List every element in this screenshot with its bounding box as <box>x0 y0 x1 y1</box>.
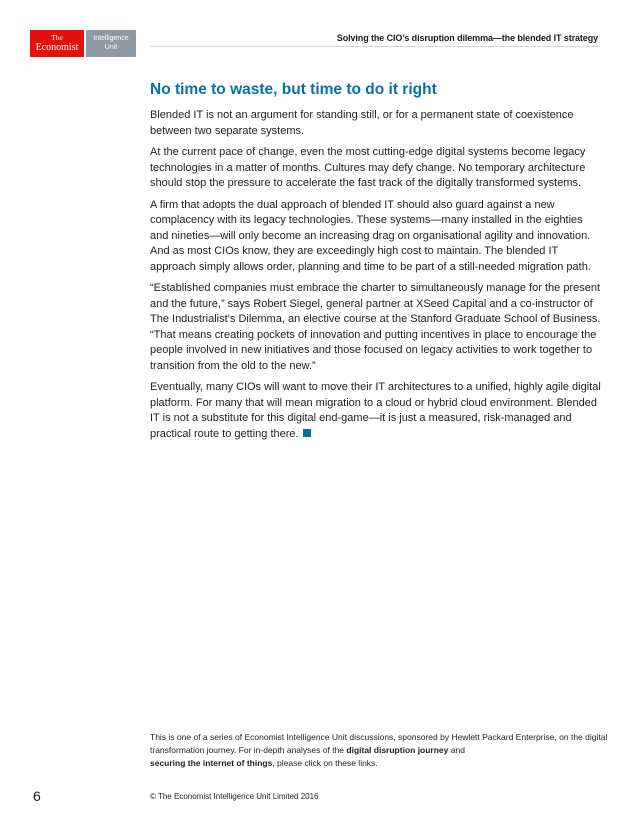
sponsor-note <box>150 731 610 770</box>
article-body <box>150 80 602 448</box>
eiu-logo-line2: Unit <box>104 44 118 51</box>
page-number: 6 <box>33 788 41 804</box>
economist-logo <box>30 30 84 57</box>
running-header-title: Solving the CIO’s disruption dilemma—the blended IT strategy <box>336 33 598 43</box>
paragraph-2: At the current pace of change, even the most cutting-edge digital systems become legacy technologies in a matter of months. Cultures may defy change. No temporary architecture should stop the pressure to accelerate the fast track of the digitally transformed systems. <box>150 146 586 189</box>
section-heading: No time to waste, but time to do it right <box>150 81 437 98</box>
copyright-notice: © The Economist Intelligence Unit Limited 2016 <box>150 792 319 801</box>
paragraph-5 <box>150 380 602 442</box>
eiu-logo-line1: Intelligence <box>93 35 129 42</box>
header-divider <box>150 46 600 47</box>
paragraph-5-text: Eventually, many CIOs will want to move their IT architectures to a unified, highly agile digital platform. For many that will mean migration to a cloud or hybrid cloud environment. Blended IT is not a substitute for this digital end-game—it is just a measured, risk-managed and practical route to getting there. <box>150 381 601 440</box>
sponsor-note-text-2: and <box>448 745 465 755</box>
paragraph-3: A firm that adopts the dual approach of blended IT should also guard against a new complacency with its legacy technologies. These systems—many installed in the eighties and nineties—will only become an increasing drag on organisational agility and innovation. And as most CIOs know, they are exceedingly high cost to maintain. The blended IT approach simply allows order, planning and time to be part of a still-needed migration path. <box>150 198 591 273</box>
paragraph-4: “Established companies must embrace the charter to simultaneously manage for the present and the future,” says Robert Siegel, general partner at XSeed Capital and a co-instructor of The Industrialist’s Dilemma, an elective course at the Stanford Graduate School of Business. “That means creating pockets of innovation and putting incentives in place to encourage the people involved in new initiatives and those focused on legacy activities to work together to transition from the old to the new.” <box>150 282 601 372</box>
end-mark-square-icon <box>303 429 311 437</box>
eiu-logo <box>86 30 136 57</box>
economist-logo-line2: Economist <box>35 42 79 53</box>
economist-logo-line1: The <box>51 33 63 42</box>
sponsor-note-text-1: This is one of a series of Economist Intelligence Unit discussions, sponsored by Hewlett Packard Enterprise, on the digital transformation journey. For in-depth analyses of the <box>150 732 608 755</box>
paragraph-1: Blended IT is not an argument for standing still, or for a permanent state of coexistence between two separate systems. <box>150 109 574 137</box>
securing-iot-link[interactable]: securing the internet of things <box>150 758 273 768</box>
sponsor-note-text-3: , please click on these links. <box>272 758 378 768</box>
digital-disruption-journey-link[interactable]: digital disruption journey <box>346 745 449 755</box>
